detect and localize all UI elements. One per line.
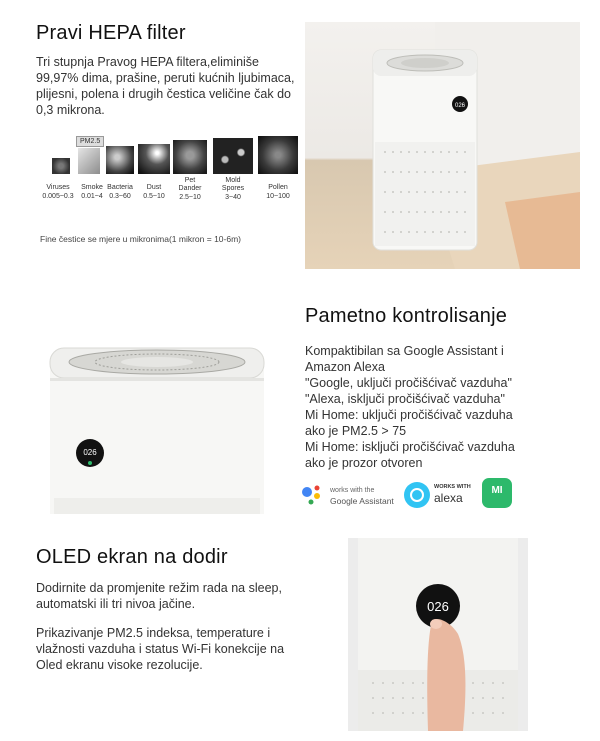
particle-label: Viruses [46,184,70,191]
alexa-brand-label: alexa [434,491,463,505]
smoke-image [78,148,100,174]
particle-label: Mold Spores [221,177,245,192]
hepa-description: Tri stupnja Pravog HEPA filtera,eliminiše 99,97% dima, prašine, peruti kućnih ljubimaca, plijesni, polena i drugih čestica veličine čak do 0,3 mikrona. [36,55,295,117]
particle-range: 0.005~0.3 [42,193,74,200]
pm25-tag: PM2.5 [76,136,104,147]
particle-label: Smoke [81,184,103,191]
particle-label: Dust [146,184,162,191]
compatibility-logos [300,477,590,511]
viruses-image [52,158,70,174]
alexa-icon [404,482,430,508]
particle-label: Pollen [268,184,288,191]
oled-title: OLED ekran na dodir [36,546,228,568]
particle-range: 0.5~10 [143,193,165,200]
google-assistant-icon [300,483,324,507]
particle-pet-dander [168,136,212,208]
smart-control-list [305,343,590,471]
particle-pollen [256,136,300,208]
google-small-label: works with the [330,487,375,494]
smart-control-line: ako je prozor otvoren [305,456,423,470]
touch-display-illustration [348,538,528,731]
particle-range: 2.5~10 [179,194,201,201]
particle-range: 0.3~60 [109,193,131,200]
smart-control-line: Kompaktibilan sa Google Assistant i [305,344,504,358]
dust-image [138,144,170,174]
display-readout: 026 [83,448,97,457]
smart-control-line: "Alexa, isključi pročišćivač vazduha" [305,392,505,406]
purifier-top-illustration [40,330,272,514]
particle-size-strip [36,136,298,208]
hepa-title: Pravi HEPA filter [36,22,186,44]
smart-control-line: "Google, uključi pročišćivač vazduha" [305,376,512,390]
micron-footnote: Fine čestice se mjere u mikronima(1 mikron = 10-6m) [40,234,241,244]
display-readout: 026 [427,599,449,614]
mi-home-icon [482,478,512,508]
mi-home-label: MI [491,485,503,496]
particle-range: 3~40 [225,194,241,201]
bacteria-image [106,146,134,174]
smart-control-line: Mi Home: uključi pročišćivač vazduha [305,408,513,422]
purifier-top-photo [40,330,272,514]
google-brand-label: Google Assistant [330,496,394,506]
particle-label: Pet Dander [178,177,202,192]
purifier-illustration [305,22,580,269]
pollen-image [258,136,298,174]
smart-control-title: Pametno kontrolisanje [305,305,508,327]
pet-dander-image [173,140,207,174]
particle-label: Bacteria [107,184,133,191]
particle-range: 0.01~4 [81,193,103,200]
smart-control-line: Amazon Alexa [305,360,385,374]
smart-control-line: ako je PM2.5 > 75 [305,424,407,438]
alexa-small-label: WORKS WITH [434,484,471,490]
purifier-room-photo [305,22,580,269]
display-readout: 026 [454,103,466,109]
oled-para-2: Prikazivanje PM2.5 indeksa, temperature i vlažnosti vazduha i status Wi-Fi konekcije na Oled ekranu visoke rezolucije. [36,626,285,672]
oled-para-1: Dodirnite da promjenite režim rada na sleep, automatski ili tri nivoa jačine. [36,581,282,611]
mold-spores-image [213,138,253,174]
particle-range: 10~100 [266,193,290,200]
touch-display-photo [348,538,528,731]
particle-mold-spores [211,136,255,208]
smart-control-line: Mi Home: isključi pročišćivač vazduha [305,440,515,454]
